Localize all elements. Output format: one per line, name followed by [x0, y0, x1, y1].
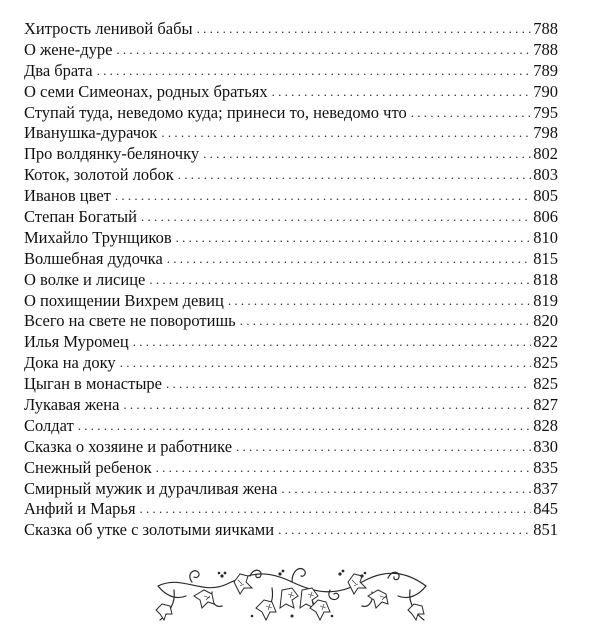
- toc-dot-leader: [166, 374, 531, 395]
- toc-entry-page: 795: [533, 102, 558, 122]
- toc-entry-page: 845: [533, 499, 558, 519]
- toc-entry-title: Иванушка-дурачок: [24, 123, 158, 143]
- toc-entry-page: 825: [533, 353, 558, 373]
- toc-entry[interactable]: [24, 207, 558, 228]
- toc-dot-leader: [176, 228, 532, 249]
- toc-dot-leader: [236, 437, 531, 458]
- toc-entry[interactable]: [24, 228, 558, 249]
- table-of-contents: [24, 19, 558, 541]
- toc-entry-title: Цыган в монастыре: [24, 374, 163, 394]
- toc-entry-page: 803: [533, 165, 558, 185]
- toc-entry-title: Два брата: [24, 60, 93, 80]
- toc-entry-page: 810: [533, 227, 558, 247]
- toc-entry-title: Илья Муромец: [24, 332, 129, 352]
- toc-dot-leader: [149, 270, 531, 291]
- toc-entry-page: 820: [533, 311, 558, 331]
- toc-dot-leader: [203, 144, 531, 165]
- toc-entry-page: 822: [533, 332, 558, 352]
- toc-entry[interactable]: [24, 332, 558, 353]
- toc-entry[interactable]: [24, 40, 558, 61]
- toc-entry-title: Степан Богатый: [24, 207, 137, 227]
- toc-dot-leader: [167, 249, 531, 270]
- toc-dot-leader: [133, 332, 532, 353]
- toc-entry-page: 790: [533, 81, 558, 101]
- toc-entry[interactable]: [24, 395, 558, 416]
- toc-entry-title: Михайло Трунщиков: [24, 227, 172, 247]
- toc-entry-title: Волшебная дудочка: [24, 248, 163, 268]
- toc-entry-page: 805: [533, 186, 558, 206]
- vine-ornament-icon: [152, 556, 432, 636]
- toc-entry-title: Солдат: [24, 415, 74, 435]
- toc-dot-leader: [240, 311, 532, 332]
- toc-entry[interactable]: [24, 374, 558, 395]
- toc-entry-title: Про волдянку-беляночку: [24, 144, 200, 164]
- toc-dot-leader: [411, 103, 532, 124]
- toc-entry-page: 819: [533, 290, 558, 310]
- toc-entry-page: 827: [533, 395, 558, 415]
- toc-entry[interactable]: [24, 61, 558, 82]
- toc-dot-leader: [197, 19, 532, 40]
- toc-entry-page: 818: [533, 269, 558, 289]
- toc-entry[interactable]: [24, 249, 558, 270]
- toc-dot-leader: [120, 353, 532, 374]
- toc-entry[interactable]: [24, 186, 558, 207]
- toc-dot-leader: [156, 458, 532, 479]
- toc-dot-leader: [272, 82, 532, 103]
- toc-entry-page: 806: [533, 207, 558, 227]
- toc-entry-title: О похищении Вихрем девиц: [24, 290, 224, 310]
- toc-entry-page: 828: [533, 415, 558, 435]
- toc-entry[interactable]: [24, 82, 558, 103]
- toc-entry-title: Хитрость ленивой бабы: [24, 19, 193, 38]
- toc-entry[interactable]: [24, 416, 558, 437]
- toc-entry-title: О жене-дуре: [24, 39, 113, 59]
- toc-entry[interactable]: [24, 144, 558, 165]
- toc-dot-leader: [140, 499, 532, 520]
- toc-entry[interactable]: [24, 437, 558, 458]
- toc-entry-page: 825: [533, 374, 558, 394]
- toc-entry-title: Анфий и Марья: [24, 499, 136, 519]
- toc-entry[interactable]: [24, 19, 558, 40]
- toc-entry[interactable]: [24, 123, 558, 144]
- toc-dot-leader: [178, 165, 531, 186]
- toc-entry[interactable]: [24, 458, 558, 479]
- toc-entry[interactable]: [24, 499, 558, 520]
- toc-entry-page: 788: [533, 39, 558, 59]
- toc-entry[interactable]: [24, 311, 558, 332]
- toc-entry[interactable]: [24, 479, 558, 500]
- toc-dot-leader: [115, 186, 531, 207]
- toc-dot-leader: [278, 520, 531, 541]
- toc-dot-leader: [228, 291, 531, 312]
- toc-entry[interactable]: [24, 291, 558, 312]
- toc-entry-page: 802: [533, 144, 558, 164]
- toc-entry-title: Снежный ребенок: [24, 457, 152, 477]
- toc-entry-title: Иванов цвет: [24, 186, 111, 206]
- toc-entry-page: 851: [533, 520, 558, 540]
- toc-entry-title: Коток, золотой лобок: [24, 165, 174, 185]
- toc-dot-leader: [123, 395, 531, 416]
- toc-entry-page: 830: [533, 436, 558, 456]
- toc-entry-page: 815: [533, 248, 558, 268]
- toc-entry[interactable]: [24, 103, 558, 124]
- toc-entry[interactable]: [24, 520, 558, 541]
- toc-entry-page: 789: [533, 60, 558, 80]
- toc-entry-title: Смирный мужик и дурачливая жена: [24, 478, 278, 498]
- toc-entry-title: Лукавая жена: [24, 395, 120, 415]
- toc-entry-title: О волке и лисице: [24, 269, 146, 289]
- toc-dot-leader: [141, 207, 531, 228]
- toc-entry-title: Сказка об утке с золотыми яичками: [24, 520, 275, 540]
- toc-entry-page: 788: [533, 19, 558, 38]
- toc-entry-title: Всего на свете не поворотишь: [24, 311, 236, 331]
- toc-entry-page: 798: [533, 123, 558, 143]
- toc-dot-leader: [116, 40, 531, 61]
- toc-entry[interactable]: [24, 165, 558, 186]
- toc-entry-page: 837: [533, 478, 558, 498]
- toc-dot-leader: [97, 61, 532, 82]
- toc-entry-page: 835: [533, 457, 558, 477]
- toc-entry-title: Ступай туда, неведомо куда; принеси то, неведомо что: [24, 102, 407, 122]
- toc-dot-leader: [281, 479, 531, 500]
- toc-entry[interactable]: [24, 353, 558, 374]
- toc-dot-leader: [161, 123, 531, 144]
- toc-entry-title: Дока на доку: [24, 353, 116, 373]
- toc-dot-leader: [78, 416, 531, 437]
- toc-entry-title: Сказка о хозяине и работнике: [24, 436, 233, 456]
- toc-entry-title: О семи Симеонах, родных братьях: [24, 81, 268, 101]
- toc-entry[interactable]: [24, 270, 558, 291]
